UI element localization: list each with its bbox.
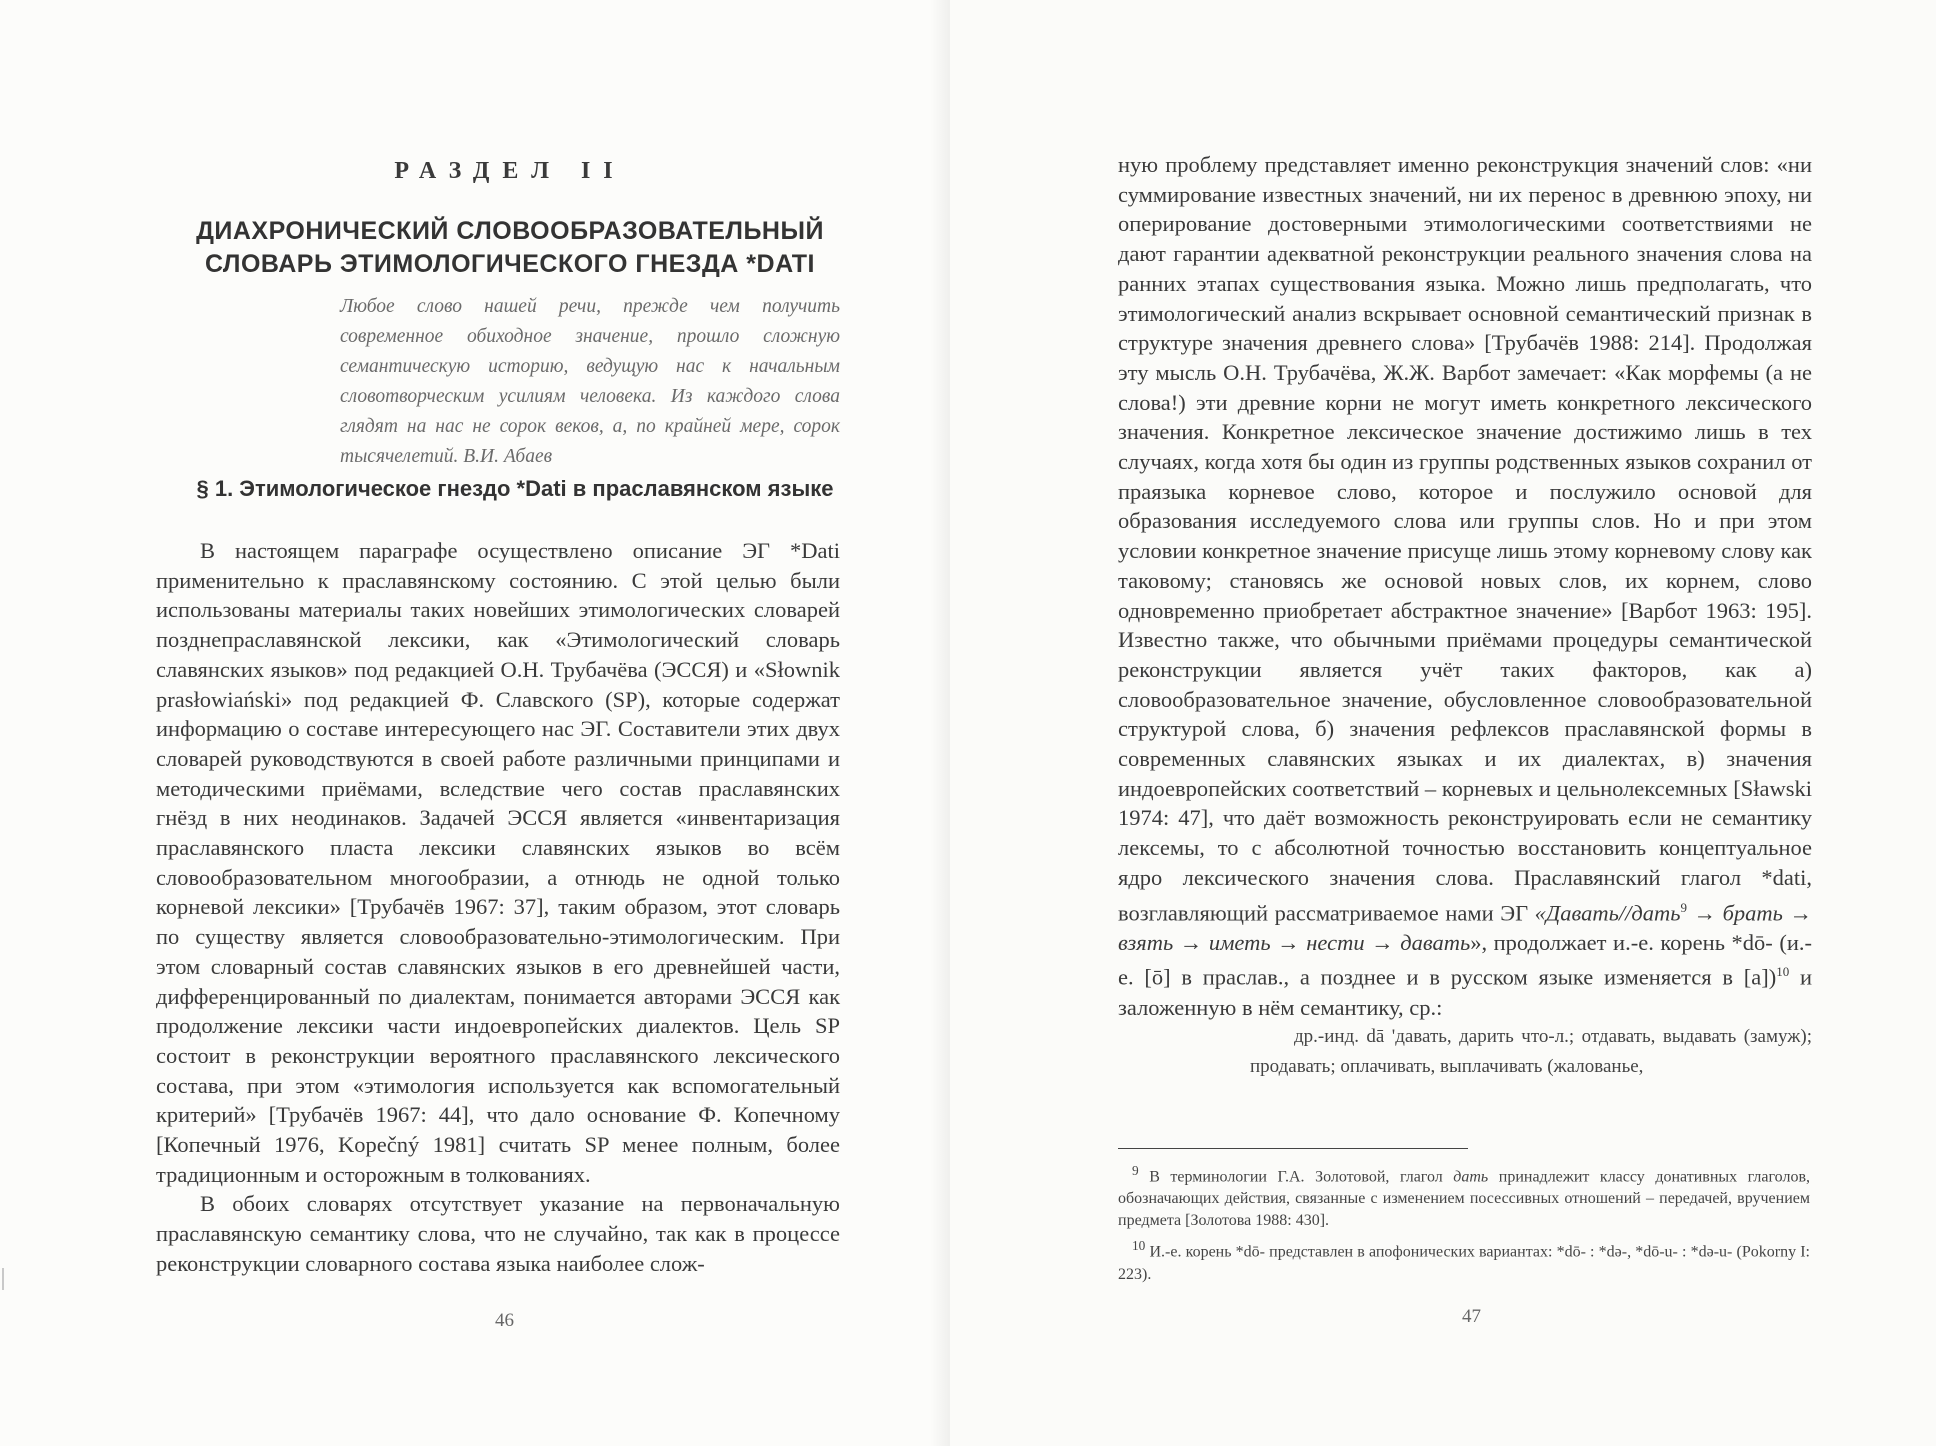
footnote-9-italic: дать [1453,1168,1489,1186]
footnote-10-number: 10 [1132,1238,1146,1254]
footnote-9 [1118,1160,1810,1232]
paragraph-after-chain-1: », продолжает и.-е. корень *dō- (и.-е. [ō] в праслав., а позднее и в русском языке изменяется в [a]) [1118,929,1812,990]
footnote-9-after: принадлежит классу донативных глаголов, обозначающих действия, связанные с изменением посессивных отношений – передачей, вручением предмета [Золотова 1988: 430]. [1118,1168,1810,1230]
footnote-ref-9[interactable]: 9 [1680,899,1687,915]
epigraph: Любое слово нашей речи, прежде чем получить современное обиходное значение, прошло сложную семантическую историю, ведущую нас к начальным словотворческим усилиям человека. Из каждого слова глядят на нас не сорок веков, а, по крайней мере, сорок тысячелетий. В.И. Абаев [340,296,840,467]
left-body-text [156,536,840,1279]
footnote-9-before: В терминологии Г.А. Золотовой, глагол [1138,1168,1454,1186]
footnote-divider [1118,1148,1468,1149]
page-number-left: 46 [495,1310,514,1331]
chain-italic-2: → брать → взять → иметь → нести → давать [1118,900,1812,955]
left-page [0,0,950,1446]
page-number-right: 47 [1462,1306,1481,1327]
right-body-text [1118,150,1812,1082]
chain-italic-1: «Давать//дать [1534,900,1681,926]
binding-mark [2,1268,10,1290]
footnotes [1118,1160,1810,1289]
section-subheading: § 1. Этимологическое гнездо *Dati в праславянском языке [196,476,834,501]
footnote-10-text: И.-е. корень *dō- представлен в апофонических вариантах: *dō- : *də-, *dō-u- : *də-u- (Pokorny I: 223). [1118,1243,1810,1283]
footnote-ref-10[interactable]: 10 [1776,964,1790,980]
paragraph-after-chain-2: и заложенную в нём семантику, ср.: [1118,964,1812,1020]
chapter-heading-line-2: СЛОВАРЬ ЭТИМОЛОГИЧЕСКОГО ГНЕЗДА *DATI [205,250,815,278]
left-paragraph-1: В настоящем параграфе осуществлено описание ЭГ *Dati применительно к праславянскому состоянию. С этой целью были использованы материалы таких новейших этимологических словарей позднепраславянской лексики, как «Этимологический словарь славянских языков» под редакцией О.Н. Трубачёва (ЭССЯ) и «Słownik prasłowiański» под редакцией Ф. Славского (SP), которые содержат информацию о составе интересующего нас ЭГ. Составители этих двух словарей руководствуются в своей работе различными принципами и методическими приёмами, вследствие чего состав праславянских гнёзд в них неодинаков. Задачей ЭССЯ является «инвентаризация праславянского пласта лексики славянских языков во всём словообразовательном многообразии, а отнюдь не одной только корневой лексики» [Трубачёв 1967: 37], таким образом, этот словарь по существу является словообразовательно-этимологическим. При этом словарный состав славянских языков в его древнейшей части, дифференцированный по диалектам, понимается авторами ЭССЯ как продолжение лексики части индоевропейских диалектов. Цель SP состоит в реконструкции вероятного праславянского лексического состава, при этом «этимология используется как вспомогательный критерий» [Трубачёв 1967: 44], что дало основание Ф. Копечному [Копечный 1976, Kopečný 1981] считать SP менее полным, более традиционным и осторожным в толкованиях. [156,538,840,1187]
footnote-9-number: 9 [1132,1163,1139,1178]
footnote-10 [1118,1235,1810,1285]
section-title: РАЗДЕЛ II [394,158,626,184]
right-paragraph [1118,150,1812,1022]
right-paragraph-text: ную проблему представляет именно реконструкция значений слов: «ни суммирование известных значений, ни их перенос в древнюю эпоху, ни оперирование достоверными этимологическими соответствиями не дают гарантии адекватной реконструкции реального значения слова на ранних этапах существования языка. Можно лишь предполагать, что этимологический анализ вскрывает основной семантический признак в структуре значения древнего слова» [Трубачёв 1988: 214]. Продолжая эту мысль О.Н. Трубачёва, Ж.Ж. Варбот замечает: «Как морфемы (а не слова!) эти древние корни не могут иметь конкретного лексического значения. Конкретное лексическое значение достижимо лишь в тех случаях, когда хотя бы один из группы родственных языков сохранил от праязыка корневое слово, которое и послужило основой для образования исследуемого слова или группы слов. Но и при этом условии конкретное значение присуще лишь этому корневому слову как таковому; становясь же основой новых слов, их корнем, слово одновременно приобретает абстрактное значение» [Варбот 1963: 195]. Известно также, что обычными приёмами процедуры семантической реконструкции является учёт таких факторов, как а) словообразовательное значение, обусловленное словообразовательной структурой слова, б) значения рефлексов праславянской формы в современных славянских языках и их диалектах, в) значения индоевропейских соответствий – корневых и цельнолексемных [Sławski 1974: 47], что даёт возможность реконструировать если не семантику лексемы, то с абсолютной точностью восстановить концептуальное ядро лексического значения слова. Праславянский глагол *dati, возглавляющий рассматриваемое нами ЭГ [1118,152,1812,926]
chapter-heading [150,215,870,281]
chapter-heading-line-1: ДИАХРОНИЧЕСКИЙ СЛОВООБРАЗОВАТЕЛЬНЫЙ [196,217,824,245]
citation: др.-инд. dā 'давать, дарить что-л.; отдавать, выдавать (замуж); продавать; оплачивать, выплачивать (жалованье, [1250,1026,1812,1078]
left-paragraph-2: В обоих словарях отсутствует указание на первоначальную праславянскую семантику слова, что не случайно, так как в процессе реконструкции словарного состава языка наиболее слож- [156,1191,840,1276]
